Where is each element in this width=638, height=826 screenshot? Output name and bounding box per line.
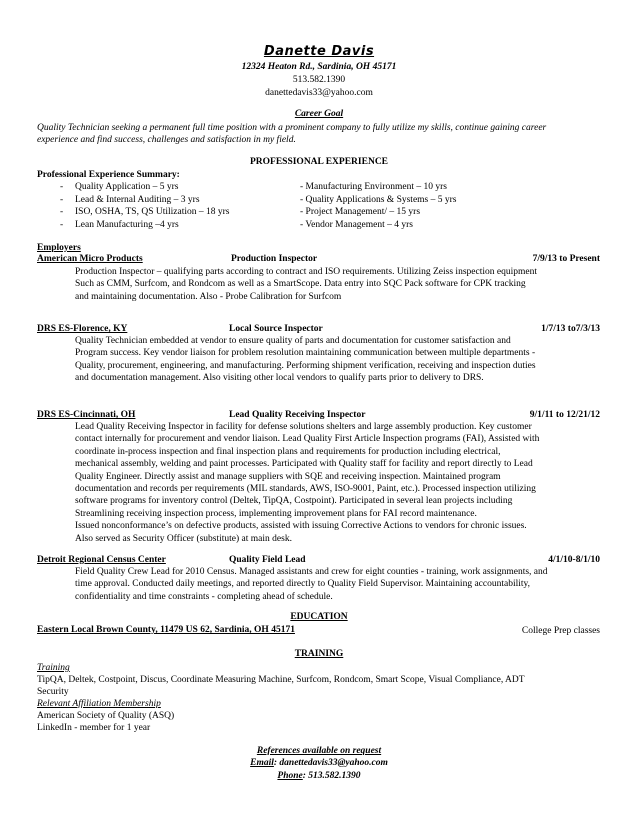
job-dates: 4/1/10-8/1/10: [548, 555, 600, 565]
career-goal-heading: Career Goal: [294, 109, 344, 119]
job-title: Quality Field Lead: [229, 555, 306, 565]
job-line: Issued nonconformance’s on defective products, assisted with issuing Corrective Actions to vendors for chronic issues.: [75, 521, 527, 532]
education-program: College Prep classes: [521, 626, 600, 636]
job-dates: 9/1/11 to 12/21/12: [529, 410, 600, 420]
training-heading: TRAINING: [294, 649, 344, 659]
bullet-dash: -: [60, 195, 64, 205]
job-line: Lead Quality Receiving Inspector in facility for defense solutions shelters and large assembly production. Key customer: [75, 422, 532, 432]
job-description: [75, 566, 603, 603]
footer-email-label: Email: [250, 758, 274, 768]
job-line: Also served as Security Officer (substitute) at main desk.: [75, 533, 292, 544]
summary-left-item: Lean Manufacturing –4 yrs: [75, 220, 179, 230]
summary-left-item: Quality Application – 5 yrs: [75, 182, 179, 192]
email: danettedavis33@yahoo.com: [265, 88, 373, 98]
job-title: Local Source Inspector: [229, 324, 323, 334]
education-heading: EDUCATION: [290, 612, 348, 622]
career-goal-line: experience and find success, challenges and satisfaction in my field.: [37, 135, 296, 145]
footer-phone: [0, 771, 638, 781]
job-line: time approval. Conducted daily meetings, and reported directly to Quality Field Supervisor. Maintaining accountability,: [75, 579, 531, 590]
job-description: [75, 335, 603, 385]
summary-right-item: - Vendor Management – 4 yrs: [300, 220, 414, 230]
job-line: confidentiality and time constraints - completing ahead of schedule.: [75, 591, 333, 602]
bullet-dash: -: [60, 220, 64, 230]
job-line: Production Inspector – qualifying parts according to contract and ISO requirements. Utilizing Zeiss inspection equipment: [75, 267, 537, 277]
job-line: contact internally for procurement and vendor liaison. Lead Quality First Article Inspection programs (FAI), Assisted with: [75, 434, 540, 445]
job-dates: 7/9/13 to Present: [532, 254, 600, 264]
job-company: DRS ES-Florence, KY: [37, 324, 128, 334]
footer-phone-value: : 513.582.1390: [302, 771, 361, 781]
job-line: Such as CMM, Surfcom, and Rondcom as well as a SmartScope. Data entry into SQC Pack software for CPK tracking: [75, 279, 526, 290]
job-line: and documentation management. Also visiting other local vendors to qualify parts prior to delivery to DRS.: [75, 373, 484, 384]
job-line: software programs for inventory control (Deltek, TipQA, Costpoint). Participated in several lean projects including: [75, 496, 513, 507]
training-subheading: Training: [37, 663, 70, 673]
footer-email: [0, 758, 638, 768]
job-line: coordinate in-process inspection and final inspection plans and requirements for production including electrical,: [75, 446, 501, 457]
references-note: References available on request: [256, 746, 382, 756]
job-description: [75, 266, 603, 303]
education-school: Eastern Local Brown County, 11479 US 62, Sardinia, OH 45171: [37, 625, 295, 635]
job-line: and maintaining documentation. Also - Probe Calibration for Surfcom: [75, 291, 342, 302]
job-line: mechanical assembly, welding and paint processes. Participated with Quality staff for facility and report directly to Lead: [75, 459, 533, 470]
experience-heading: PROFESSIONAL EXPERIENCE: [249, 157, 389, 167]
job-line: Quality Engineer. Directly assist and manage suppliers with SQE and receiving inspection. Maintained program: [75, 471, 501, 482]
footer-phone-label: Phone: [277, 771, 303, 781]
summary-right-item: - Project Management/ – 15 yrs: [300, 207, 421, 217]
summary-left-item: ISO, OSHA, TS, QS Utilization – 18 yrs: [75, 207, 230, 217]
job-line: Field Quality Crew Lead for 2010 Census. Managed assistants and crew for eight counties - training, work assignments, and: [75, 567, 548, 577]
summary-heading: Professional Experience Summary:: [37, 170, 180, 180]
job-line: documentation and records per requirements (MIL standards, AWS, ISO-9001, Paint, etc.). Processed inspection utilizing: [75, 484, 536, 495]
bullet-dash: -: [60, 182, 64, 192]
affiliation-item: LinkedIn - member for 1 year: [37, 723, 151, 733]
address: 12324 Heaton Rd., Sardinia, OH 45171: [241, 62, 397, 72]
job-dates: 1/7/13 to7/3/13: [541, 324, 600, 334]
footer-email-value[interactable]: : danettedavis33@yahoo.com: [273, 758, 388, 768]
career-goal-line: Quality Technician seeking a permanent full time position with a prominent company to fully utilize my skills, continue gaining career: [37, 123, 547, 133]
training-line: TipQA, Deltek, Costpoint, Discus, Coordinate Measuring Machine, Surfcom, Rondcom, Smart Scope, Visual Compliance, ADT: [37, 675, 525, 685]
job-line: Streamlining receiving inspection process, implementing improvement plans for FAI record maintenance.: [75, 508, 477, 519]
candidate-name: Danette Davis: [263, 44, 375, 59]
job-line: Program success. Key vendor liaison for problem resolution maintaining communication between multiple departments -: [75, 348, 536, 359]
job-line: Quality, procurement, engineering, and manufacturing. Performing shipment verification, receiving and inspection duties: [75, 360, 536, 371]
job-company: American Micro Products: [37, 254, 143, 264]
summary-right-item: - Manufacturing Environment – 10 yrs: [300, 182, 447, 192]
job-company: Detroit Regional Census Center: [37, 555, 166, 565]
affiliation-heading: Relevant Affiliation Membership: [37, 699, 161, 709]
summary-right-item: - Quality Applications & Systems – 5 yrs: [300, 195, 457, 205]
training-line: Security: [37, 687, 69, 697]
job-title: Lead Quality Receiving Inspector: [229, 410, 366, 420]
bullet-dash: -: [60, 207, 64, 217]
job-title: Production Inspector: [231, 254, 318, 264]
phone: 513.582.1390: [292, 75, 346, 85]
job-line: Quality Technician embedded at vendor to ensure quality of parts and documentation for customer satisfaction and: [75, 336, 511, 346]
employers-heading: Employers: [37, 243, 81, 253]
job-company: DRS ES-Cincinnati, OH: [37, 410, 136, 420]
summary-left-item: Lead & Internal Auditing – 3 yrs: [75, 195, 200, 205]
affiliation-item: American Society of Quality (ASQ): [37, 711, 175, 721]
job-description: [75, 421, 603, 545]
